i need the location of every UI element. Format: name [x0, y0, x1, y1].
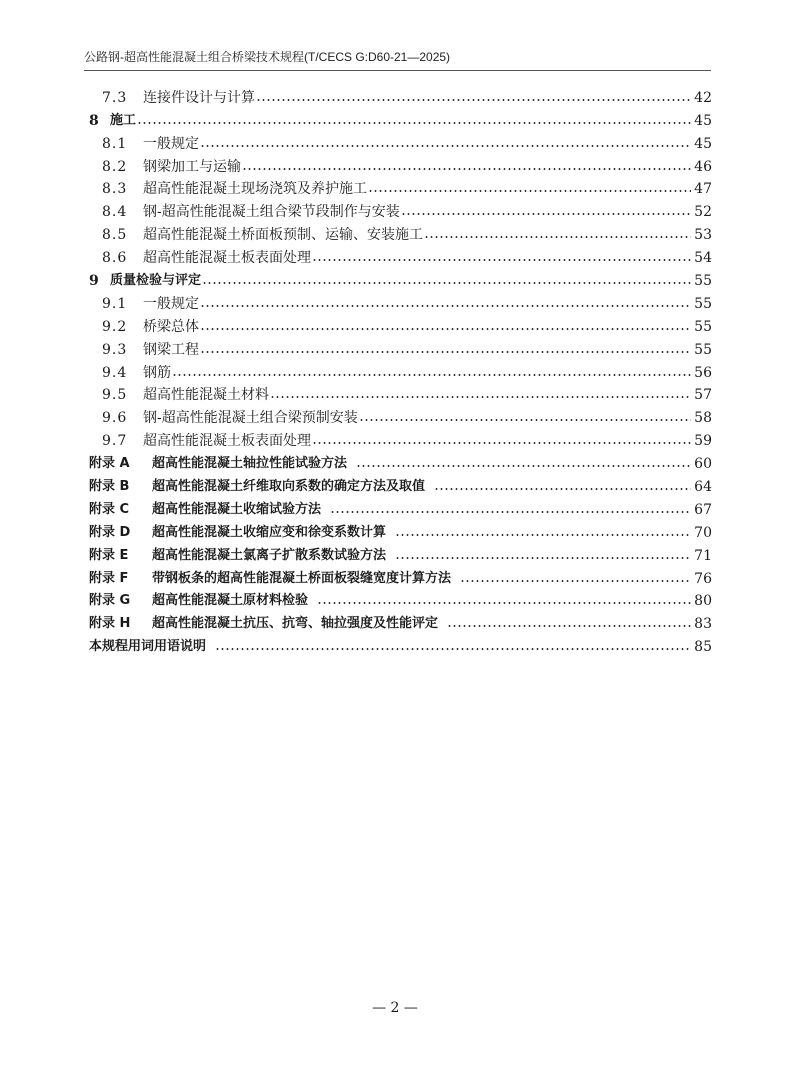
dot-leader: [200, 304, 691, 308]
toc-entry-page: 71: [694, 547, 712, 564]
dot-leader: [395, 556, 691, 560]
toc-entry-title: 钢-超高性能混凝土组合梁预制安装: [143, 410, 358, 427]
toc-entry-number: 9.5: [102, 387, 128, 404]
table-of-contents: [89, 84, 712, 656]
toc-entry-number: 附录 G: [89, 593, 131, 609]
dot-leader: [395, 533, 691, 537]
toc-entry-title: 超高性能混凝土抗压、抗弯、轴拉强度及性能评定: [152, 616, 439, 632]
toc-entry-title: 超高性能混凝土板表面处理: [143, 433, 311, 450]
dot-leader: [368, 189, 691, 193]
dot-leader: [200, 350, 691, 354]
toc-entry-page: 70: [694, 524, 712, 541]
toc-entry[interactable]: [89, 565, 712, 588]
toc-entry-title: 钢-超高性能混凝土组合梁节段制作与安装: [143, 204, 400, 221]
toc-entry-number: 9.3: [102, 341, 128, 358]
toc-entry-number: 8.6: [102, 250, 128, 267]
toc-entry-title: 桥梁总体: [143, 318, 199, 335]
toc-entry-page: 45: [694, 112, 712, 129]
toc-entry[interactable]: [89, 221, 712, 244]
toc-entry-page: 53: [694, 227, 712, 244]
toc-entry-title: 钢筋: [143, 364, 171, 381]
toc-entry-title: 超高性能混凝土现场浇筑及养护施工: [143, 181, 367, 198]
toc-entry[interactable]: [89, 427, 712, 450]
toc-entry-title: 超高性能混凝土桥面板预制、运输、安装施工: [143, 227, 423, 244]
toc-entry[interactable]: [89, 404, 712, 427]
toc-entry[interactable]: [89, 473, 712, 496]
toc-entry-number: 附录 E: [89, 547, 129, 563]
toc-entry-number: 附录 F: [89, 570, 129, 586]
toc-entry-page: 55: [694, 273, 712, 290]
dot-leader: [256, 98, 691, 102]
toc-entry-title: 钢梁工程: [143, 341, 199, 358]
dot-leader: [242, 167, 691, 171]
dot-leader: [424, 235, 691, 239]
dot-leader: [330, 510, 691, 514]
toc-entry[interactable]: [89, 633, 712, 656]
toc-entry-page: 59: [694, 433, 712, 450]
toc-entry-page: 64: [694, 479, 712, 496]
toc-entry-page: 54: [694, 250, 712, 267]
dot-leader: [312, 441, 691, 445]
toc-entry[interactable]: [89, 588, 712, 611]
page-number: — 2 —: [372, 1000, 418, 1016]
header-rule: [84, 70, 711, 71]
toc-entry-title: 质量检验与评定: [110, 273, 202, 289]
toc-entry-title: 本规程用词用语说明: [89, 639, 207, 655]
toc-entry-number: 9.2: [102, 318, 128, 335]
toc-entry-title: 施工: [110, 112, 137, 128]
toc-entry[interactable]: [89, 336, 712, 359]
toc-entry-number: 8.1: [102, 135, 128, 152]
toc-entry-number: 8: [89, 112, 99, 129]
toc-entry-title: 超高性能混凝土轴拉性能试验方法: [152, 456, 348, 472]
toc-entry-page: 76: [694, 570, 712, 587]
toc-entry-title: 超高性能混凝土氯离子扩散系数试验方法: [152, 547, 387, 563]
toc-entry-page: 42: [694, 89, 712, 106]
toc-entry[interactable]: [89, 313, 712, 336]
dot-leader: [460, 579, 691, 583]
toc-entry-number: 8.5: [102, 227, 128, 244]
toc-entry-title: 超高性能混凝土原材料检验: [152, 593, 309, 609]
toc-entry[interactable]: [89, 359, 712, 382]
dot-leader: [317, 601, 691, 605]
toc-entry-number: 7.3: [102, 89, 128, 106]
dot-leader: [270, 395, 691, 399]
toc-entry-number: 9.7: [102, 433, 128, 450]
toc-entry-title: 一般规定: [143, 295, 199, 312]
toc-entry-number: 8.3: [102, 181, 128, 198]
toc-entry[interactable]: [89, 542, 712, 565]
toc-entry[interactable]: [89, 198, 712, 221]
toc-entry-number: 附录 B: [89, 479, 130, 495]
toc-entry[interactable]: [89, 610, 712, 633]
toc-entry-page: 67: [694, 501, 712, 518]
toc-entry-title: 一般规定: [143, 135, 199, 152]
toc-entry-number: 附录 C: [89, 501, 130, 517]
toc-entry[interactable]: [89, 130, 712, 153]
toc-entry-number: 8.4: [102, 204, 128, 221]
toc-entry[interactable]: [89, 450, 712, 473]
dot-leader: [434, 487, 691, 491]
toc-entry-number: 附录 D: [89, 524, 131, 540]
toc-entry-number: 8.2: [102, 158, 128, 175]
toc-entry-page: 47: [694, 181, 712, 198]
toc-entry-number: 9.6: [102, 410, 128, 427]
toc-entry[interactable]: [89, 290, 712, 313]
toc-entry[interactable]: [89, 176, 712, 199]
toc-entry-page: 58: [694, 410, 712, 427]
dot-leader: [312, 258, 691, 262]
dot-leader: [215, 647, 691, 651]
running-header: 公路钢-超高性能混凝土组合桥梁技术规程(T/CECS G:D60-21—2025): [84, 50, 451, 64]
toc-entry-title: 超高性能混凝土收缩试验方法: [152, 501, 322, 517]
toc-entry-page: 57: [694, 387, 712, 404]
toc-entry[interactable]: [89, 153, 712, 176]
toc-entry[interactable]: [89, 84, 712, 107]
toc-entry-page: 55: [694, 318, 712, 335]
toc-entry[interactable]: [89, 496, 712, 519]
toc-entry-page: 52: [694, 204, 712, 221]
toc-entry[interactable]: [89, 107, 712, 130]
toc-entry-page: 80: [694, 593, 712, 610]
toc-entry-title: 超高性能混凝土纤维取向系数的确定方法及取值: [152, 479, 426, 495]
toc-entry-title: 超高性能混凝土材料: [143, 387, 269, 404]
toc-entry-title: 连接件设计与计算: [143, 89, 255, 106]
toc-entry-page: 55: [694, 341, 712, 358]
toc-entry[interactable]: [89, 382, 712, 405]
toc-entry-page: 46: [694, 158, 712, 175]
toc-entry-title: 钢梁加工与运输: [143, 158, 241, 175]
toc-entry-page: 85: [694, 639, 712, 656]
toc-entry-title: 超高性能混凝土收缩应变和徐变系数计算: [152, 524, 387, 540]
toc-entry-page: 56: [694, 364, 712, 381]
dot-leader: [200, 144, 691, 148]
toc-entry-page: 60: [694, 456, 712, 473]
toc-entry-page: 45: [694, 135, 712, 152]
toc-entry-number: 9: [89, 273, 99, 290]
dot-leader: [202, 281, 691, 285]
dot-leader: [356, 464, 691, 468]
toc-entry[interactable]: [89, 267, 712, 290]
dot-leader: [401, 212, 691, 216]
dot-leader: [172, 373, 691, 377]
dot-leader: [200, 327, 691, 331]
toc-entry-number: 9.4: [102, 364, 128, 381]
dot-leader: [447, 624, 691, 628]
toc-entry-page: 55: [694, 295, 712, 312]
toc-entry[interactable]: [89, 244, 712, 267]
dot-leader: [137, 121, 691, 125]
toc-entry-number: 9.1: [102, 295, 128, 312]
dot-leader: [359, 418, 691, 422]
toc-entry-number: 附录 A: [89, 456, 130, 472]
toc-entry-title: 超高性能混凝土板表面处理: [143, 250, 311, 267]
toc-entry-number: 附录 H: [89, 616, 131, 632]
toc-entry[interactable]: [89, 519, 712, 542]
toc-entry-title: 带钢板条的超高性能混凝土桥面板裂缝宽度计算方法: [152, 570, 452, 586]
toc-entry-page: 83: [694, 616, 712, 633]
